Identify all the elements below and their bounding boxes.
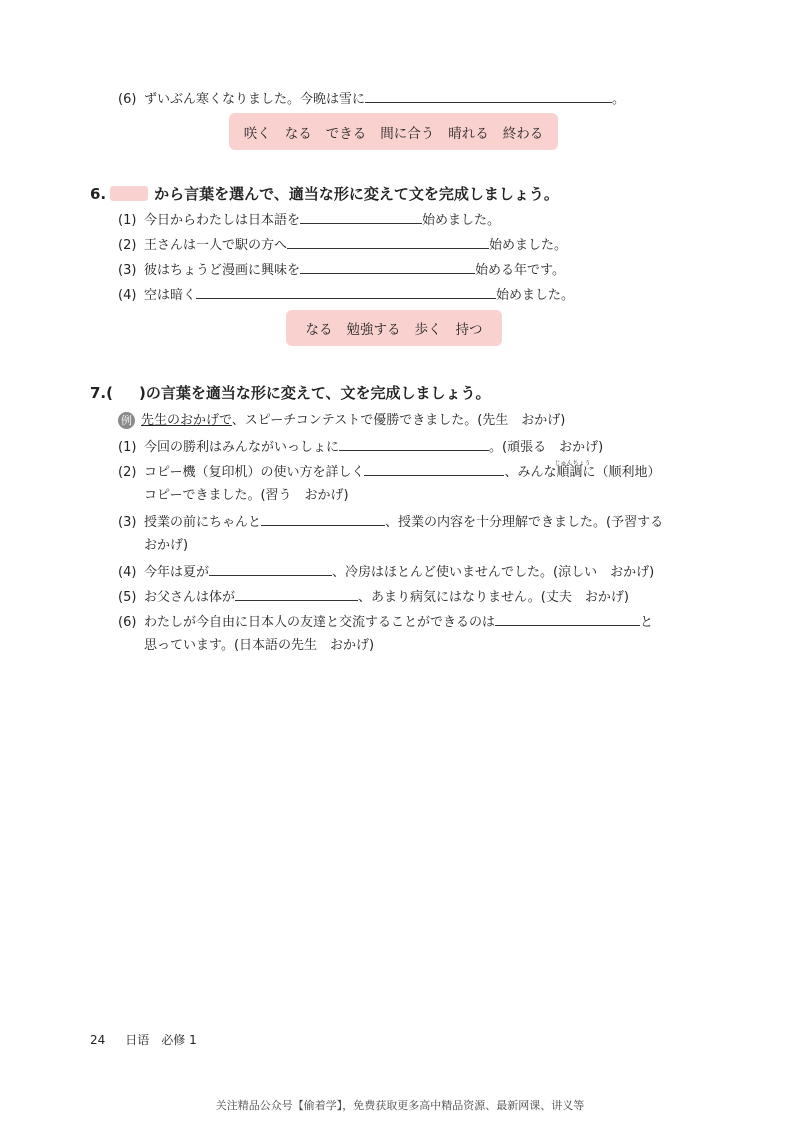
item-number: (1) — [118, 440, 137, 455]
ex5-item-6 — [118, 89, 625, 109]
item-after: 。(頑張る おかげ) — [489, 440, 604, 455]
item-after: 、授業の内容を十分理解できました。(予習する — [385, 515, 664, 530]
item-before: コピー機（复印机）の使い方を詳しく — [144, 465, 365, 480]
ex7-item-6-line2 — [144, 637, 374, 655]
ex7-item-3-line2 — [144, 537, 188, 555]
word-option: 歩く — [414, 322, 442, 338]
answer-blank[interactable] — [287, 235, 489, 249]
answer-blank[interactable] — [339, 437, 489, 451]
item-text: ずいぶん寒くなりました。今晩は雪に — [144, 92, 366, 107]
item-after: 始めました。 — [496, 288, 575, 303]
ex6-item-2 — [118, 235, 567, 255]
ex7-item-6 — [118, 612, 653, 632]
answer-blank[interactable] — [261, 512, 385, 526]
ex7-item-2 — [118, 462, 661, 482]
item-number: (5) — [118, 590, 137, 605]
item-number: (3) — [118, 515, 137, 530]
answer-blank[interactable] — [209, 562, 332, 576]
ex7-item-2-line2 — [144, 487, 349, 505]
item-before: 彼はちょうど漫画に興味を — [144, 263, 301, 278]
exercise-number: 6. — [90, 185, 107, 203]
item-number: (6) — [118, 92, 137, 107]
item-line2: 思っています。(日本語の先生 おかげ) — [144, 638, 375, 653]
ex6-heading — [90, 184, 559, 204]
item-number: (3) — [118, 263, 137, 278]
word-option: 間に合う — [380, 125, 435, 142]
item-after: と — [640, 615, 654, 630]
bottom-watermark-note — [0, 1097, 800, 1113]
item-before: 空は暗く — [144, 288, 197, 303]
paren-open: ( — [106, 384, 113, 402]
answer-blank[interactable] — [365, 89, 612, 103]
item-before: 王さんは一人で駅の方へ — [144, 238, 288, 253]
ex7-item-3 — [118, 512, 663, 532]
item-number: (2) — [118, 238, 137, 253]
item-number: (2) — [118, 465, 137, 480]
example-badge: 例 — [118, 412, 135, 429]
ex6-item-3 — [118, 260, 565, 280]
item-before: わたしが今自由に日本人の友達と交流することができるのは — [144, 615, 496, 630]
paren-close: ) — [139, 384, 146, 402]
example-rest: 、スピーチコンテストで優勝できました。(先生 おかげ) — [231, 413, 566, 428]
word-option: なる — [305, 322, 333, 338]
ex6-item-4 — [118, 285, 574, 305]
item-line2: コピーできました。(習う おかげ) — [144, 488, 349, 503]
item-before: お父さんは体が — [144, 590, 236, 605]
word-option: 終わる — [502, 125, 544, 142]
item-number: (1) — [118, 213, 137, 228]
word-option: できる — [325, 125, 367, 142]
ex7-item-4 — [118, 562, 654, 582]
word-option: 晴れる — [448, 125, 489, 142]
answer-blank[interactable] — [495, 612, 640, 626]
example-underlined: 先生のおかげで — [141, 413, 232, 428]
word-box-swatch — [110, 186, 148, 201]
ruby-word — [554, 460, 591, 482]
ruby-base: 順調 — [556, 465, 583, 480]
answer-blank[interactable] — [300, 260, 475, 274]
word-option: 勉強する — [346, 322, 401, 338]
item-number: (6) — [118, 615, 137, 630]
book-title: 日语 必修 1 — [125, 1033, 197, 1047]
word-option: なる — [284, 125, 312, 142]
ex5-word-box — [229, 113, 558, 150]
item-after: 始める年です。 — [475, 263, 565, 278]
item-before: 今日からわたしは日本語を — [144, 213, 301, 228]
answer-blank[interactable] — [364, 462, 504, 476]
item-mid: 、みんな — [504, 465, 557, 480]
word-option: 咲く — [243, 125, 271, 142]
ex6-word-box — [286, 310, 502, 346]
ex7-item-1 — [118, 437, 603, 457]
ex7-example — [118, 412, 565, 430]
exercise-title: から言葉を選んで、適当な形に変えて文を完成しましょう。 — [154, 185, 559, 203]
item-after: 始めました。 — [489, 238, 568, 253]
item-line2: おかげ) — [144, 538, 189, 553]
ruby-reading: じゅんちょう — [554, 460, 591, 467]
item-number: (4) — [118, 288, 137, 303]
ex6-item-1 — [118, 210, 500, 230]
item-before: 今回の勝利はみんながいっしょに — [144, 440, 340, 455]
page-footer — [90, 1031, 197, 1048]
item-after: 、冷房はほとんど使いませんでした。(涼しい おかげ) — [332, 565, 655, 580]
item-end: 。 — [612, 92, 626, 107]
answer-blank[interactable] — [235, 587, 358, 601]
exercise-number: 7. — [90, 384, 107, 402]
promo-text: 关注精品公众号【偷着学】，免费获取更多高中精品资源、最新网课、讲义等 — [215, 1099, 585, 1112]
ex7-heading — [90, 383, 491, 403]
exercise-title: の言葉を適当な形に変えて、文を完成しましょう。 — [145, 384, 491, 402]
item-after: 、あまり病気にはなりません。(丈夫 おかげ) — [358, 590, 629, 605]
word-option: 持つ — [455, 322, 483, 338]
item-number: (4) — [118, 565, 137, 580]
item-after: 始めました。 — [422, 213, 501, 228]
answer-blank[interactable] — [196, 285, 496, 299]
answer-blank[interactable] — [300, 210, 422, 224]
ex7-item-5 — [118, 587, 629, 607]
item-before: 今年は夏が — [144, 565, 210, 580]
item-after: に（顺利地） — [582, 465, 661, 480]
page-number: 24 — [90, 1033, 106, 1047]
item-before: 授業の前にちゃんと — [144, 515, 262, 530]
